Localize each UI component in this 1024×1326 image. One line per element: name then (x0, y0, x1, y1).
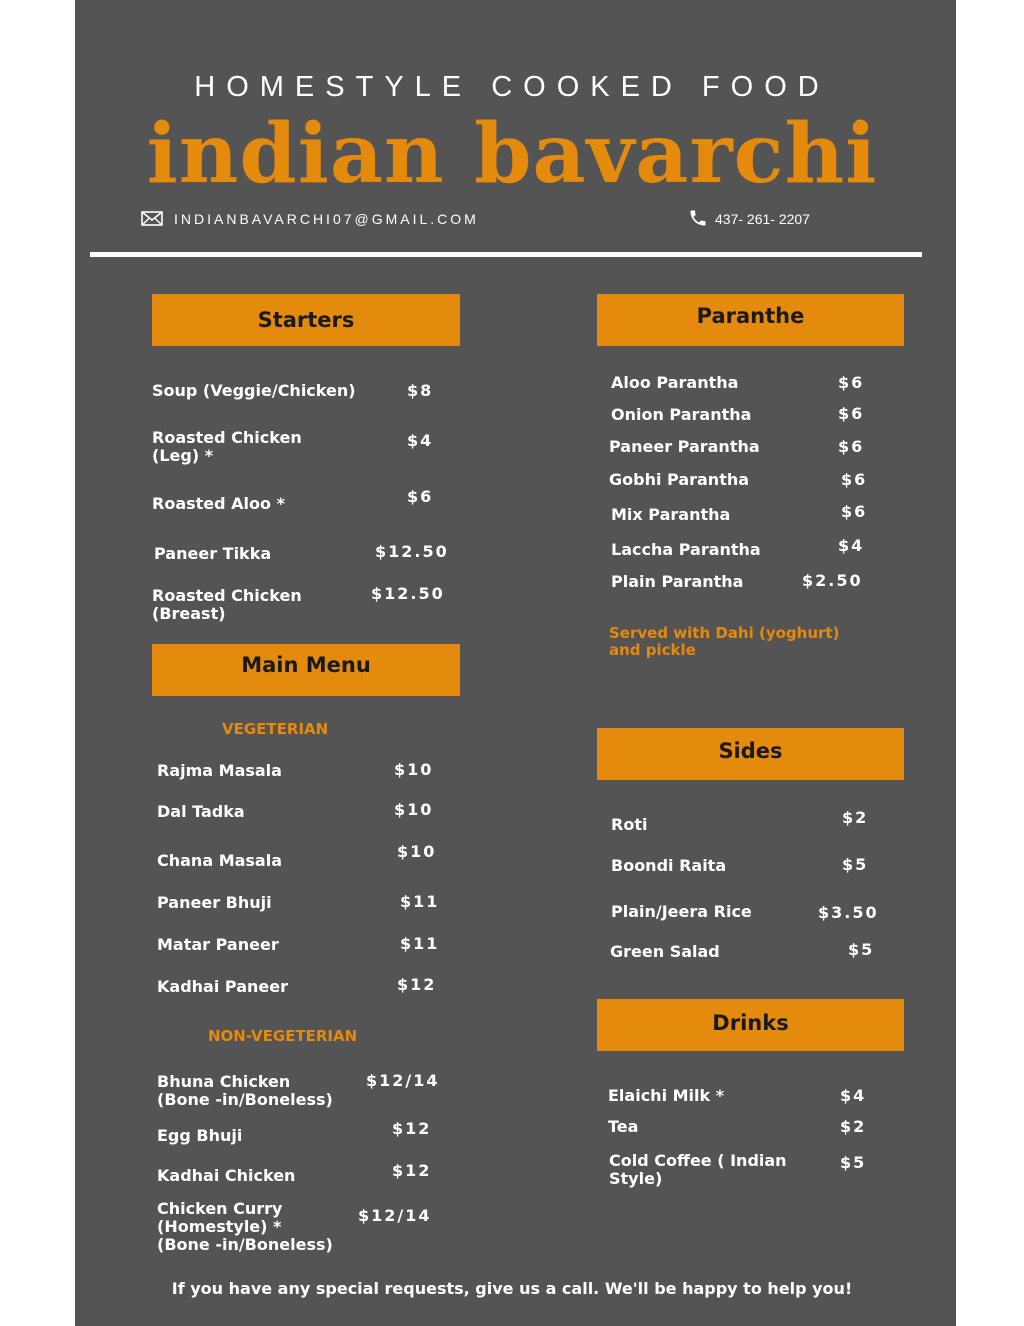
item-price: $2 (840, 1117, 867, 1136)
item-price: $5 (848, 940, 875, 959)
item-price: $12.50 (371, 584, 445, 603)
restaurant-title: indian bavarchi (146, 106, 878, 202)
envelope-icon (141, 211, 163, 226)
menu-item: Matar Paneer (157, 935, 279, 954)
menu-item: Onion Parantha (611, 405, 752, 424)
footer-note: If you have any special requests, give us a call. We'll be happy to help you! (171, 1279, 853, 1298)
menu-item: Chana Masala (157, 851, 283, 870)
menu-item: Egg Bhuji (157, 1126, 243, 1145)
phone-icon (688, 208, 708, 228)
menu-item: Dal Tadka (157, 802, 245, 821)
menu-item: Cold Coffee ( Indian Style) (609, 1151, 787, 1188)
paranthe-header: Paranthe (597, 294, 904, 346)
menu-item: Roasted Chicken (Leg) * (152, 428, 302, 465)
item-price: $12.50 (375, 542, 449, 561)
email-link[interactable]: INDIANBAVARCHI07@GMAIL.COM (174, 211, 479, 227)
item-price: $6 (838, 404, 865, 423)
menu-item: Mix Parantha (611, 505, 731, 524)
item-price: $5 (840, 1153, 867, 1172)
item-price: $12 (397, 975, 437, 994)
item-price: $12/14 (366, 1071, 440, 1090)
item-price: $6 (841, 502, 868, 521)
item-price: $4 (407, 431, 434, 450)
paranthe-note: Served with Dahi (yoghurt) and pickle (609, 624, 840, 659)
item-price: $11 (400, 934, 440, 953)
tagline: HOMESTYLE COOKED FOOD (194, 71, 830, 103)
item-price: $6 (407, 487, 434, 506)
divider (90, 252, 922, 257)
item-price: $10 (394, 760, 434, 779)
menu-item: Paneer Parantha (609, 437, 760, 456)
item-price: $4 (840, 1086, 867, 1105)
menu-item: Roasted Aloo * (152, 494, 285, 513)
menu-item: Green Salad (610, 942, 720, 961)
menu-item: Gobhi Parantha (609, 470, 750, 489)
vegetarian-label: VEGETERIAN (222, 720, 329, 738)
menu-item: Soup (Veggie/Chicken) (152, 381, 356, 400)
item-price: $10 (394, 800, 434, 819)
item-price: $6 (838, 373, 865, 392)
sides-header: Sides (597, 728, 904, 780)
menu-item: Paneer Tikka (154, 544, 272, 563)
item-price: $12 (392, 1161, 432, 1180)
item-price: $4 (838, 536, 865, 555)
menu-item: Chicken Curry (Homestyle) * (Bone -in/Boneless) (157, 1199, 333, 1254)
item-price: $6 (841, 470, 868, 489)
menu-item: Boondi Raita (611, 856, 727, 875)
item-price: $8 (407, 381, 434, 400)
menu-item: Elaichi Milk * (608, 1086, 725, 1105)
menu-item: Plain Parantha (611, 572, 744, 591)
item-price: $2 (842, 808, 869, 827)
menu-item: Plain/Jeera Rice (611, 902, 752, 921)
menu-item: Roasted Chicken (Breast) (152, 586, 302, 623)
menu-item: Laccha Parantha (611, 540, 761, 559)
non-vegetarian-label: NON-VEGETERIAN (208, 1027, 358, 1045)
item-price: $12/14 (358, 1206, 432, 1225)
item-price: $11 (400, 892, 440, 911)
drinks-header: Drinks (597, 999, 904, 1051)
menu-item: Kadhai Chicken (157, 1166, 296, 1185)
starters-header: Starters (152, 294, 460, 346)
phone-number[interactable]: 437- 261- 2207 (715, 211, 810, 227)
menu-item: Rajma Masala (157, 761, 282, 780)
item-price: $3.50 (818, 903, 879, 922)
menu-item: Kadhai Paneer (157, 977, 288, 996)
menu-item: Tea (608, 1117, 639, 1136)
menu-item: Aloo Parantha (611, 373, 739, 392)
menu-item: Roti (611, 815, 648, 834)
item-price: $5 (842, 855, 869, 874)
item-price: $10 (397, 842, 437, 861)
item-price: $6 (838, 437, 865, 456)
item-price: $2.50 (802, 571, 863, 590)
menu-item: Bhuna Chicken (Bone -in/Boneless) (157, 1072, 333, 1109)
main-menu-header: Main Menu (152, 644, 460, 696)
menu-item: Paneer Bhuji (157, 893, 272, 912)
item-price: $12 (392, 1119, 432, 1138)
